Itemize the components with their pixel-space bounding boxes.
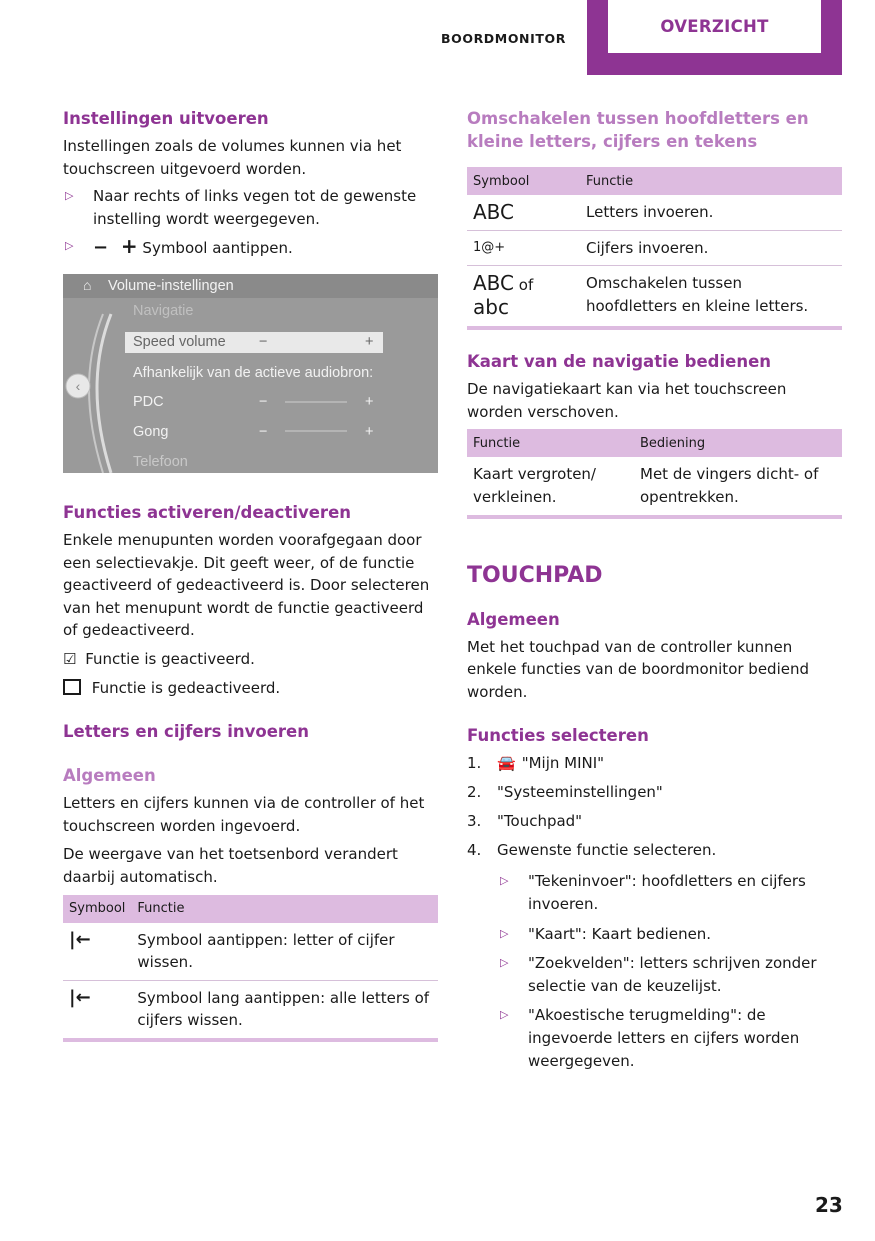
list-item: 4. Gewenste functie selecteren. xyxy=(467,841,717,860)
paragraph: De navigatiekaart kan via het touchscreen worden verschoven. xyxy=(467,380,787,421)
list-item: 1. 🚘 "Mijn MINI" xyxy=(467,754,605,773)
heading-functies: Functies activeren/deactiveren xyxy=(63,503,352,522)
bullet-item: ▷ Naar rechts of links vegen tot de gewenste instelling wordt weergegeven. xyxy=(65,187,417,228)
sub-bullet-item: ▷ "Zoekvelden": letters schrijven zonder selectie van de keuzelijst. xyxy=(500,954,817,995)
heading-algemeen-2: Algemeen xyxy=(467,609,560,629)
svg-text:‹: ‹ xyxy=(75,378,81,394)
abc-upper-icon: ABC xyxy=(467,195,580,230)
minus-icon: − xyxy=(93,237,109,259)
heading-algemeen: Algemeen xyxy=(63,766,156,786)
checkbox-unchecked-icon xyxy=(63,679,81,695)
header-tab[interactable] xyxy=(587,0,842,75)
triangle-bullet-icon: ▷ xyxy=(500,956,509,970)
table-row: Kaart vergroten/ verkleinen. Met de vingers dicht- of opentrekken. xyxy=(467,457,842,516)
menu-item-gong[interactable]: Gong xyxy=(133,424,169,440)
backspace-icon: |← xyxy=(63,980,131,1040)
table-row: ABC of abc Omschakelen tussen hoofdletters en kleine letters. xyxy=(467,266,842,329)
table-row: ABC Letters invoeren. xyxy=(467,195,842,230)
volume-settings-screenshot: ⌂ Volume-instellingen ‹ Navigatie Speed volume − + Afhankelijk van de actieve audiobron: PDC − + Gong − + Telefoon xyxy=(63,274,438,473)
paragraph: De weergave van het toetsenbord verandert daarbij automatisch. xyxy=(63,845,398,886)
menu-item-pdc[interactable]: PDC xyxy=(133,394,164,410)
triangle-bullet-icon: ▷ xyxy=(500,874,509,888)
heading-touchpad: TOUCHPAD xyxy=(467,562,603,588)
triangle-bullet-icon: ▷ xyxy=(65,239,74,253)
header-tab-label: OVERZICHT xyxy=(660,17,769,36)
unchecked-line: Functie is gedeactiveerd. xyxy=(63,677,438,700)
car-icon: 🚘 xyxy=(497,754,516,773)
table-row: 1@+ Cijfers invoeren. xyxy=(467,230,842,266)
backspace-icon: |← xyxy=(63,923,131,981)
paragraph: Met het touchpad van de controller kunnen enkele functies van de boordmonitor bediend worden. xyxy=(467,637,809,701)
symbol-table: Symbool Functie |← Symbool aantippen: letter of cijfer wissen. |← Symbool lang aantippen: alle letters of cijfers wissen. xyxy=(63,895,438,1042)
paragraph: Letters en cijfers kunnen via de controller of het touchscreen worden ingevoerd. xyxy=(63,794,425,835)
page-number: 23 xyxy=(815,1193,843,1217)
plus-icon: + xyxy=(120,234,138,259)
abc-toggle-icon: ABC xyxy=(473,271,515,296)
paragraph: Enkele menupunten worden voorafgegaan door een selectievakje. Dit geeft weer, of de functie geactiveerd of gedeactiveerd is. Door selecteren van het menupunt wordt de functie geactiveerd of gedeactiveerd. xyxy=(63,531,430,640)
abc-lower-icon: abc xyxy=(473,295,509,320)
heading-instellingen: Instellingen uitvoeren xyxy=(63,109,269,128)
list-item: 3. "Touchpad" xyxy=(467,812,583,831)
list-item: 2. "Systeeminstellingen" xyxy=(467,783,663,802)
paragraph: Instellingen zoals de volumes kunnen via het touchscreen uitgevoerd worden. xyxy=(63,137,402,178)
left-column xyxy=(63,107,438,260)
left-column-lower xyxy=(63,501,438,1042)
map-table: Functie Bediening Kaart vergroten/ verkleinen. Met de vingers dicht- of opentrekken. xyxy=(467,429,842,518)
screenshot-title: Volume-instellingen xyxy=(108,278,234,294)
symbol-table-2: Symbool Functie ABC Letters invoeren. 1@+ Cijfers invoeren. ABC of abc Omschakelen tussen hoofdletters en kleine letters. xyxy=(467,167,842,330)
heading-functies-selecteren: Functies selecteren xyxy=(467,726,649,746)
triangle-bullet-icon: ▷ xyxy=(500,1008,509,1022)
sub-bullet-item: ▷ "Kaart": Kaart bedienen. xyxy=(467,923,842,946)
checked-line: ☑ Functie is geactiveerd. xyxy=(63,649,255,668)
table-row: |← Symbool aantippen: letter of cijfer wissen. xyxy=(63,923,438,981)
numbers-icon: 1@+ xyxy=(467,230,580,266)
right-column xyxy=(467,107,842,1072)
triangle-bullet-icon: ▷ xyxy=(65,189,74,203)
section-title: BOORDMONITOR xyxy=(441,31,566,46)
heading-omschakelen: Omschakelen tussen hoofdletters en kleine letters, cijfers en tekens xyxy=(467,109,809,151)
steps-list xyxy=(467,752,842,868)
menu-item-telefoon[interactable]: Telefoon xyxy=(133,454,188,470)
triangle-bullet-icon: ▷ xyxy=(500,926,509,940)
bullet-item: ▷ − + Symbool aantippen. xyxy=(65,234,293,259)
menu-item-navigatie[interactable]: Navigatie xyxy=(133,303,194,319)
home-icon: ⌂ xyxy=(83,277,92,293)
sub-bullet-item: ▷ "Tekeninvoer": hoofdletters en cijfers invoeren. xyxy=(500,872,806,913)
checkbox-checked-icon: ☑ xyxy=(63,649,77,668)
heading-kaart: Kaart van de navigatie bedienen xyxy=(467,352,772,372)
heading-letters: Letters en cijfers invoeren xyxy=(63,722,309,742)
sub-bullet-item: ▷ "Akoestische terugmelding": de ingevoerde letters en cijfers worden weergegeven. xyxy=(500,1006,800,1070)
table-row: |← Symbool lang aantippen: alle letters of cijfers wissen. xyxy=(63,980,438,1040)
